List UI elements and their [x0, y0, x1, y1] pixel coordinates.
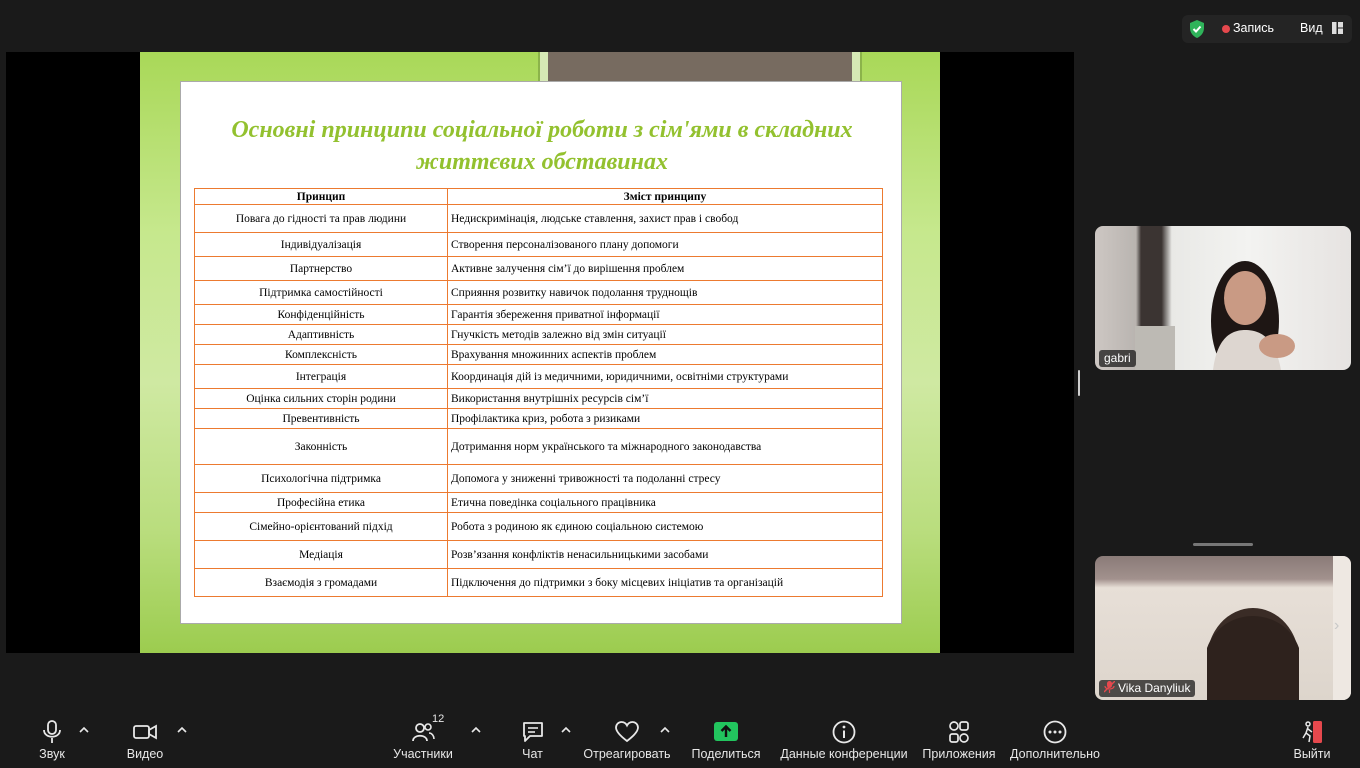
presentation-slide — [140, 52, 940, 653]
apps-icon — [946, 720, 972, 744]
table-row — [195, 205, 883, 233]
share-screen-label: Поделиться — [691, 747, 761, 761]
recording-dot-icon — [1222, 25, 1230, 33]
principle-content-cell: Підключення до підтримки з боку місцевих ініціатив та організацій — [448, 569, 883, 597]
principle-cell: Психологічна підтримка — [195, 465, 448, 493]
share-screen-icon — [713, 720, 739, 744]
principle-cell: Професійна етика — [195, 493, 448, 513]
principle-content-cell: Координація дій із медичними, юридичними, освітніми структурами — [448, 365, 883, 389]
principle-content-cell: Робота з родиною як єдиною соціальною системою — [448, 513, 883, 541]
share-screen-button[interactable] — [690, 710, 762, 768]
participants-button[interactable] — [388, 710, 458, 768]
participant-name: Vika Danyliuk — [1118, 681, 1191, 695]
top-status-pill — [1182, 15, 1352, 43]
meeting-toolbar — [0, 710, 1360, 768]
table-row — [195, 305, 883, 325]
principle-cell: Партнерство — [195, 257, 448, 281]
table-row — [195, 513, 883, 541]
principle-cell: Адаптивність — [195, 325, 448, 345]
principle-cell: Інтеграція — [195, 365, 448, 389]
view-button[interactable]: Вид — [1300, 21, 1323, 35]
leave-door-icon — [1299, 720, 1325, 744]
leave-meeting-button[interactable] — [1286, 710, 1338, 768]
principle-content-cell: Активне залучення сім’ї до вирішення проблем — [448, 257, 883, 281]
camera-icon — [132, 720, 158, 744]
more-label: Дополнительно — [1010, 747, 1100, 761]
table-row — [195, 541, 883, 569]
slide-content-card — [180, 81, 902, 624]
principles-table — [194, 188, 883, 597]
principle-cell: Законність — [195, 429, 448, 465]
participant-name-tag: gabri — [1099, 350, 1136, 367]
table-row — [195, 365, 883, 389]
participants-count: 12 — [432, 713, 445, 725]
table-row — [195, 281, 883, 305]
table-row — [195, 569, 883, 597]
react-label: Отреагировать — [583, 747, 671, 761]
participant-video-feed — [1095, 226, 1351, 370]
principle-cell: Оцінка сильних сторін родини — [195, 389, 448, 409]
video-button[interactable] — [115, 710, 175, 768]
table-body — [195, 205, 883, 597]
audio-label: Звук — [39, 747, 65, 761]
chevron-up-icon[interactable] — [561, 726, 571, 734]
principle-content-cell: Етична поведінка соціального працівника — [448, 493, 883, 513]
principle-content-cell: Розв’язання конфліктів ненасильницькими засобами — [448, 541, 883, 569]
principle-content-cell: Недискримінація, людське ставлення, захист прав і свобод — [448, 205, 883, 233]
table-header-content: Зміст принципу — [448, 189, 883, 205]
meeting-info-label: Данные конференции — [780, 747, 908, 761]
leave-label: Выйти — [1293, 747, 1331, 761]
mic-muted-icon — [1104, 681, 1115, 693]
principle-cell: Підтримка самостійності — [195, 281, 448, 305]
more-dots-icon — [1042, 720, 1068, 744]
react-button[interactable] — [582, 710, 672, 768]
grid-view-icon[interactable] — [1332, 22, 1343, 34]
chevron-up-icon[interactable] — [660, 726, 670, 734]
principle-cell: Сімейно-орієнтований підхід — [195, 513, 448, 541]
table-row — [195, 429, 883, 465]
audio-button[interactable] — [22, 710, 82, 768]
participants-label: Участники — [393, 747, 453, 761]
table-row — [195, 409, 883, 429]
principle-cell: Превентивність — [195, 409, 448, 429]
info-icon — [831, 720, 857, 744]
panel-resize-handle[interactable] — [1078, 370, 1080, 396]
principle-content-cell: Сприяння розвитку навичок подолання труднощів — [448, 281, 883, 305]
chevron-up-icon[interactable] — [79, 726, 89, 734]
principle-cell: Взаємодія з громадами — [195, 569, 448, 597]
apps-label: Приложения — [922, 747, 996, 761]
participant-video-tile[interactable] — [1095, 226, 1351, 370]
table-row — [195, 325, 883, 345]
chat-button[interactable] — [510, 710, 555, 768]
table-row — [195, 493, 883, 513]
shared-screen-stage — [6, 52, 1074, 653]
principle-cell: Комплексність — [195, 345, 448, 365]
chat-label: Чат — [522, 747, 543, 761]
chevron-up-icon[interactable] — [471, 726, 481, 734]
table-row — [195, 345, 883, 365]
heart-icon — [614, 720, 640, 744]
meeting-info-button[interactable] — [780, 710, 908, 768]
principle-content-cell: Врахування множинних аспектів проблем — [448, 345, 883, 365]
shield-check-icon[interactable] — [1188, 19, 1206, 39]
principle-content-cell: Створення персоналізованого плану допомоги — [448, 233, 883, 257]
table-row — [195, 233, 883, 257]
more-button[interactable] — [1008, 710, 1102, 768]
microphone-icon — [39, 720, 65, 744]
table-row — [195, 389, 883, 409]
video-label: Видео — [126, 747, 164, 761]
table-header-row — [195, 189, 883, 205]
principle-content-cell: Гарантія збереження приватної інформації — [448, 305, 883, 325]
principle-content-cell: Дотримання норм українського та міжнародного законодавства — [448, 429, 883, 465]
top-bar — [0, 0, 1360, 52]
principle-cell: Медіація — [195, 541, 448, 569]
principle-content-cell: Використання внутрішніх ресурсів сім’ї — [448, 389, 883, 409]
chat-icon — [520, 720, 546, 744]
principle-content-cell: Гнучкість методів залежно від змін ситуації — [448, 325, 883, 345]
participant-name-tag — [1099, 680, 1195, 697]
slide-title: Основні принципи соціальної роботи з сім'ями в складних життєвих обставинах — [231, 117, 853, 175]
participant-video-tile[interactable] — [1095, 556, 1351, 700]
table-row — [195, 257, 883, 281]
principle-content-cell: Допомога у зниженні тривожності та подоланні стресу — [448, 465, 883, 493]
participant-video-feed — [1095, 556, 1351, 700]
principle-cell: Конфіденційність — [195, 305, 448, 325]
principle-content-cell: Профілактика криз, робота з ризиками — [448, 409, 883, 429]
table-header-principle: Принцип — [195, 189, 448, 205]
recording-label[interactable]: Запись — [1233, 21, 1275, 35]
chevron-right-icon[interactable]: › — [1334, 617, 1340, 634]
principle-cell: Повага до гідності та прав людини — [195, 205, 448, 233]
table-row — [195, 465, 883, 493]
tile-separator — [1193, 543, 1253, 546]
apps-button[interactable] — [918, 710, 1000, 768]
principle-cell: Індивідуалізація — [195, 233, 448, 257]
chevron-up-icon[interactable] — [177, 726, 187, 734]
